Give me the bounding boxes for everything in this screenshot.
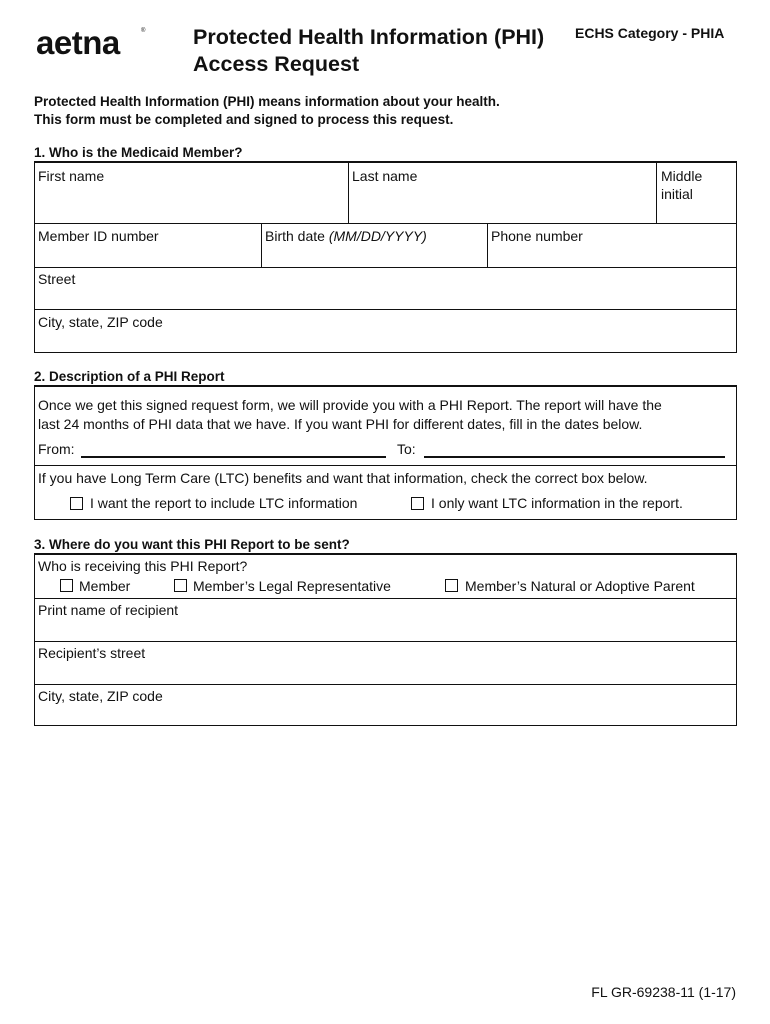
form-code: FL GR-69238-11 (1-17) [591, 984, 736, 1000]
recipient-legal-rep-label: Member’s Legal Representative [193, 578, 391, 594]
row-divider [35, 641, 736, 642]
intro-line2: This form must be completed and signed to process this request. [34, 112, 454, 127]
recipient-member-label: Member [79, 578, 131, 594]
from-date-input[interactable] [81, 456, 386, 458]
form-category: ECHS Category - PHIA [575, 25, 725, 41]
ltc-instructions: If you have Long Term Care (LTC) benefits and want that information, check the correct box below. [38, 470, 648, 486]
recipient-table [34, 553, 737, 726]
birth-date-format: (MM/DD/YYYY) [328, 228, 427, 244]
aetna-logo: aetna [36, 24, 120, 61]
registered-mark: ® [141, 28, 146, 34]
row-divider [35, 223, 736, 224]
recipient-name-field[interactable]: Print name of recipient [38, 602, 179, 618]
last-name-field[interactable]: Last name [352, 168, 418, 184]
middle-initial-label-1: Middle [661, 168, 703, 184]
intro-line1: Protected Health Information (PHI) means information about your health. [34, 94, 500, 109]
ltc-only-label: I only want LTC information in the report. [431, 495, 683, 511]
who-receiving-label: Who is receiving this PHI Report? [38, 558, 248, 574]
city-state-zip-field[interactable]: City, state, ZIP code [38, 314, 163, 330]
col-divider [656, 163, 657, 223]
phone-field[interactable]: Phone number [491, 228, 583, 244]
row-divider [35, 465, 736, 466]
recipient-city-state-zip-field[interactable]: City, state, ZIP code [38, 688, 163, 704]
ltc-only-checkbox[interactable] [411, 497, 424, 510]
to-date-input[interactable] [424, 456, 725, 458]
middle-initial-field[interactable] [661, 167, 702, 203]
street-field[interactable]: Street [38, 271, 76, 287]
form-title-line1: Protected Health Information (PHI) [193, 25, 545, 49]
member-id-field[interactable]: Member ID number [38, 228, 159, 244]
form-title-line2: Access Request [193, 52, 360, 76]
form-title [193, 24, 544, 78]
row-divider [35, 684, 736, 685]
birth-date-field[interactable] [265, 227, 427, 245]
phi-description-line2: last 24 months of PHI data that we have. If you want PHI for different dates, fill in the dates below. [38, 416, 643, 432]
birth-date-label: Birth date [265, 228, 325, 244]
first-name-field[interactable]: First name [38, 168, 105, 184]
recipient-parent-label: Member’s Natural or Adoptive Parent [465, 578, 695, 594]
section3-heading: 3. Where do you want this PHI Report to be sent? [34, 537, 350, 552]
section1-heading: 1. Who is the Medicaid Member? [34, 145, 243, 160]
member-info-table [34, 161, 737, 353]
phi-description [38, 396, 662, 434]
ltc-include-checkbox[interactable] [70, 497, 83, 510]
middle-initial-label-2: initial [661, 186, 693, 202]
recipient-legal-rep-checkbox[interactable] [174, 579, 187, 592]
row-divider [35, 267, 736, 268]
phi-description-line1: Once we get this signed request form, we will provide you with a PHI Report. The report will have the [38, 397, 662, 413]
intro-text [34, 93, 500, 129]
col-divider [261, 223, 262, 267]
row-divider [35, 309, 736, 310]
recipient-member-checkbox[interactable] [60, 579, 73, 592]
from-label: From: [38, 441, 75, 457]
recipient-parent-checkbox[interactable] [445, 579, 458, 592]
col-divider [348, 163, 349, 223]
recipient-street-field[interactable]: Recipient’s street [38, 645, 146, 661]
ltc-include-label: I want the report to include LTC information [90, 495, 358, 511]
section2-heading: 2. Description of a PHI Report [34, 369, 225, 384]
to-label: To: [397, 441, 416, 457]
row-divider [35, 598, 736, 599]
col-divider [487, 223, 488, 267]
phi-report-box [34, 385, 737, 520]
